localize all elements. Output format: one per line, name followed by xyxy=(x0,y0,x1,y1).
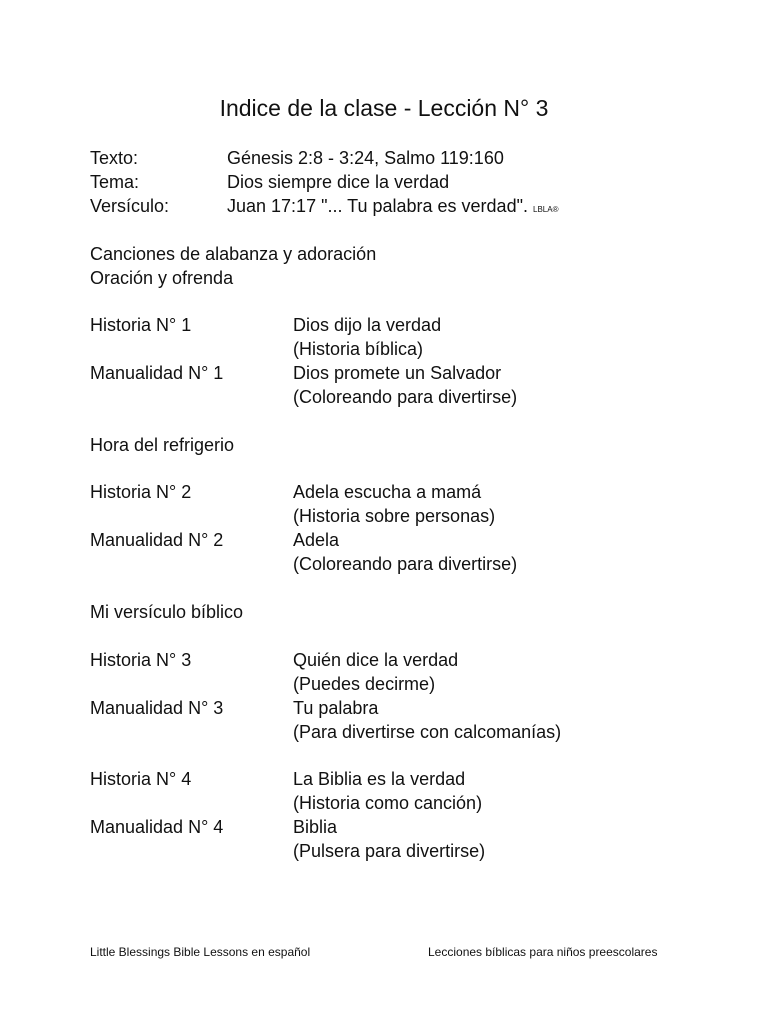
texto-value: Génesis 2:8 - 3:24, Salmo 119:160 xyxy=(227,148,504,168)
item-label: Historia N° 2 xyxy=(90,482,192,502)
version-suffix: LBLA® xyxy=(533,205,559,214)
item-title: Biblia xyxy=(293,817,338,837)
item-subtitle: (Para divertirse con calcomanías) xyxy=(293,722,562,742)
tema-value: Dios siempre dice la verdad xyxy=(227,172,450,192)
item-label: Manualidad N° 1 xyxy=(90,363,224,383)
item-subtitle: (Historia como canción) xyxy=(293,793,483,813)
footer-left: Little Blessings Bible Lessons en español xyxy=(90,945,311,959)
snack-time: Hora del refrigerio xyxy=(90,435,235,455)
item-label: Manualidad N° 2 xyxy=(90,530,224,550)
versiculo-value xyxy=(227,194,558,222)
item-label: Manualidad N° 3 xyxy=(90,698,224,718)
item-subtitle: (Pulsera para divertirse) xyxy=(293,841,486,861)
texto-label: Texto: xyxy=(90,148,139,168)
item-label: Historia N° 4 xyxy=(90,769,192,789)
item-title: Tu palabra xyxy=(293,698,379,718)
item-title: Dios dijo la verdad xyxy=(293,315,442,335)
versiculo-label: Versículo: xyxy=(90,196,170,216)
item-subtitle: (Historia bíblica) xyxy=(293,339,424,359)
tema-label: Tema: xyxy=(90,172,140,192)
item-label: Historia N° 1 xyxy=(90,315,192,335)
page-title: Indice de la clase - Lección N° 3 xyxy=(219,95,549,121)
item-subtitle: (Coloreando para divertirse) xyxy=(293,554,518,574)
item-subtitle: (Puedes decirme) xyxy=(293,674,436,694)
item-title: Adela escucha a mamá xyxy=(293,482,482,502)
item-title: Quién dice la verdad xyxy=(293,650,459,670)
item-subtitle: (Historia sobre personas) xyxy=(293,506,496,526)
opening-prayer: Oración y ofrenda xyxy=(90,268,234,288)
versiculo-text: Juan 17:17 "... Tu palabra es verdad". xyxy=(227,196,528,216)
item-title: La Biblia es la verdad xyxy=(293,769,466,789)
item-title: Adela xyxy=(293,530,340,550)
opening-songs: Canciones de alabanza y adoración xyxy=(90,244,377,264)
item-label: Manualidad N° 4 xyxy=(90,817,224,837)
item-title: Dios promete un Salvador xyxy=(293,363,502,383)
footer-right: Lecciones bíblicas para niños preescolares xyxy=(428,945,658,959)
item-label: Historia N° 3 xyxy=(90,650,192,670)
bible-verse-section: Mi versículo bíblico xyxy=(90,602,244,622)
item-subtitle: (Coloreando para divertirse) xyxy=(293,387,518,407)
